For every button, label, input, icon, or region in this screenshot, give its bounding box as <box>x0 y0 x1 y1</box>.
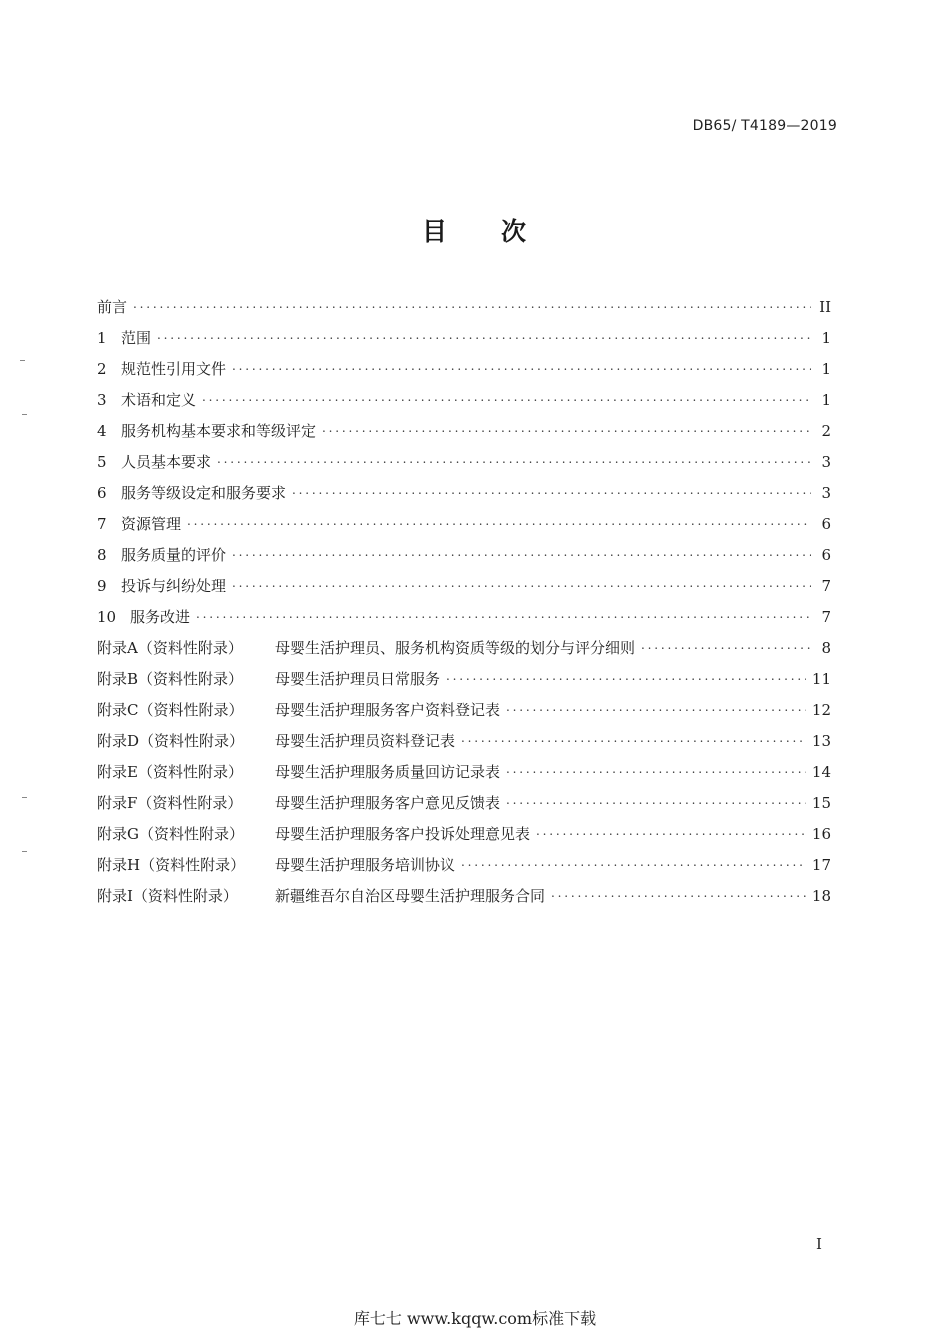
toc-entry-7[interactable] <box>97 503 831 534</box>
toc-entry-page: 6 <box>821 546 831 564</box>
toc-entry-page: II <box>819 298 831 316</box>
toc-entry-page: 1 <box>821 360 831 378</box>
appendix-title: 母婴生活护理员日常服务 <box>275 670 441 688</box>
appendix-prefix: 附录D（资料性附录） <box>97 732 245 750</box>
dot-leader <box>133 294 811 314</box>
toc-entry-label: 范围 <box>121 329 152 347</box>
appendix-title: 母婴生活护理服务客户投诉处理意见表 <box>275 825 531 843</box>
appendix-page: 17 <box>811 856 831 874</box>
toc-appendix-e[interactable] <box>97 751 831 782</box>
scan-mark <box>20 360 25 361</box>
toc-appendix-b[interactable] <box>97 658 831 689</box>
appendix-prefix: 附录I（资料性附录） <box>97 887 238 905</box>
toc-entry-number: 8 <box>97 546 107 564</box>
toc-entry-label: 前言 <box>97 298 128 316</box>
toc-appendix-g[interactable] <box>97 813 831 844</box>
toc-title-char-1: 目 <box>421 217 449 246</box>
toc-entry-label: 资源管理 <box>121 515 182 533</box>
toc-entry-4[interactable] <box>97 410 831 441</box>
appendix-title: 母婴生活护理员、服务机构资质等级的划分与评分细则 <box>275 639 636 657</box>
toc-appendix-i[interactable] <box>97 875 831 906</box>
appendix-prefix: 附录G（资料性附录） <box>97 825 244 843</box>
toc-entry-8[interactable] <box>97 534 831 565</box>
appendix-prefix: 附录C（资料性附录） <box>97 701 244 719</box>
scan-mark <box>22 414 27 415</box>
appendix-title: 母婴生活护理服务客户意见反馈表 <box>275 794 501 812</box>
toc-entry-page: 6 <box>821 515 831 533</box>
toc-entry-number: 9 <box>97 577 107 595</box>
toc-entry-number: 3 <box>97 391 107 409</box>
toc-entry-9[interactable] <box>97 565 831 596</box>
toc-entry-number: 6 <box>97 484 107 502</box>
toc-entry-page: 7 <box>821 608 831 626</box>
dot-leader <box>322 418 811 438</box>
dot-leader <box>202 387 811 407</box>
dot-leader <box>461 728 806 748</box>
appendix-prefix: 附录E（资料性附录） <box>97 763 243 781</box>
appendix-page: 18 <box>811 887 831 905</box>
toc-entry-number: 1 <box>97 329 107 347</box>
toc-appendix-c[interactable] <box>97 689 831 720</box>
watermark: 库七七 www.kqqw.com标准下载 <box>353 1309 597 1328</box>
dot-leader <box>506 697 806 717</box>
toc-entry-page: 1 <box>821 329 831 347</box>
dot-leader <box>506 790 806 810</box>
toc-entry-number: 5 <box>97 453 107 471</box>
toc-entry-page: 7 <box>821 577 831 595</box>
toc-title-char-2: 次 <box>501 217 529 246</box>
dot-leader <box>232 356 811 376</box>
appendix-prefix: 附录B（资料性附录） <box>97 670 244 688</box>
appendix-page: 11 <box>811 670 831 688</box>
toc-title <box>0 212 950 248</box>
dot-leader <box>217 449 811 469</box>
appendix-page: 8 <box>821 639 831 657</box>
table-of-contents <box>97 286 831 906</box>
dot-leader <box>551 883 806 903</box>
toc-entry-page: 3 <box>821 453 831 471</box>
appendix-title: 母婴生活护理员资料登记表 <box>275 732 456 750</box>
dot-leader <box>506 759 806 779</box>
dot-leader <box>461 852 806 872</box>
toc-entry-2[interactable] <box>97 348 831 379</box>
appendix-page: 14 <box>811 763 831 781</box>
toc-entry-page: 2 <box>821 422 831 440</box>
toc-entry-label: 规范性引用文件 <box>121 360 227 378</box>
toc-entry-foreword[interactable] <box>97 286 831 317</box>
toc-entry-5[interactable] <box>97 441 831 472</box>
toc-entry-label: 人员基本要求 <box>121 453 212 471</box>
toc-entry-3[interactable] <box>97 379 831 410</box>
appendix-title: 母婴生活护理服务客户资料登记表 <box>275 701 501 719</box>
toc-entry-number: 4 <box>97 422 107 440</box>
dot-leader <box>157 325 811 345</box>
dot-leader <box>232 573 811 593</box>
appendix-prefix: 附录F（资料性附录） <box>97 794 243 812</box>
appendix-page: 12 <box>811 701 831 719</box>
toc-entry-label: 服务等级设定和服务要求 <box>121 484 287 502</box>
toc-entry-page: 3 <box>821 484 831 502</box>
appendix-title: 新疆维吾尔自治区母婴生活护理服务合同 <box>275 887 546 905</box>
toc-entry-6[interactable] <box>97 472 831 503</box>
appendix-prefix: 附录H（资料性附录） <box>97 856 246 874</box>
dot-leader <box>187 511 811 531</box>
toc-entry-10[interactable] <box>97 596 831 627</box>
appendix-page: 15 <box>811 794 831 812</box>
dot-leader <box>232 542 811 562</box>
dot-leader <box>641 635 811 655</box>
appendix-page: 16 <box>811 825 831 843</box>
document-code: DB65/ T4189—2019 <box>692 118 837 134</box>
dot-leader <box>196 604 811 624</box>
dot-leader <box>446 666 806 686</box>
dot-leader <box>536 821 806 841</box>
appendix-title: 母婴生活护理服务质量回访记录表 <box>275 763 501 781</box>
toc-entry-label: 服务改进 <box>130 608 191 626</box>
toc-appendix-f[interactable] <box>97 782 831 813</box>
appendix-title: 母婴生活护理服务培训协议 <box>275 856 456 874</box>
appendix-page: 13 <box>811 732 831 750</box>
toc-appendix-h[interactable] <box>97 844 831 875</box>
scan-mark <box>22 851 27 852</box>
toc-entry-label: 投诉与纠纷处理 <box>121 577 227 595</box>
toc-appendix-a[interactable] <box>97 627 831 658</box>
toc-entry-label: 服务质量的评价 <box>121 546 227 564</box>
toc-entry-number: 2 <box>97 360 107 378</box>
toc-entry-1[interactable] <box>97 317 831 348</box>
scan-mark <box>22 797 27 798</box>
toc-entry-number: 10 <box>97 608 117 626</box>
toc-entry-label: 服务机构基本要求和等级评定 <box>121 422 317 440</box>
toc-appendix-d[interactable] <box>97 720 831 751</box>
toc-entry-number: 7 <box>97 515 107 533</box>
dot-leader <box>292 480 811 500</box>
appendix-prefix: 附录A（资料性附录） <box>97 639 243 657</box>
toc-entry-page: 1 <box>821 391 831 409</box>
page-number: I <box>816 1235 822 1253</box>
toc-entry-label: 术语和定义 <box>121 391 197 409</box>
